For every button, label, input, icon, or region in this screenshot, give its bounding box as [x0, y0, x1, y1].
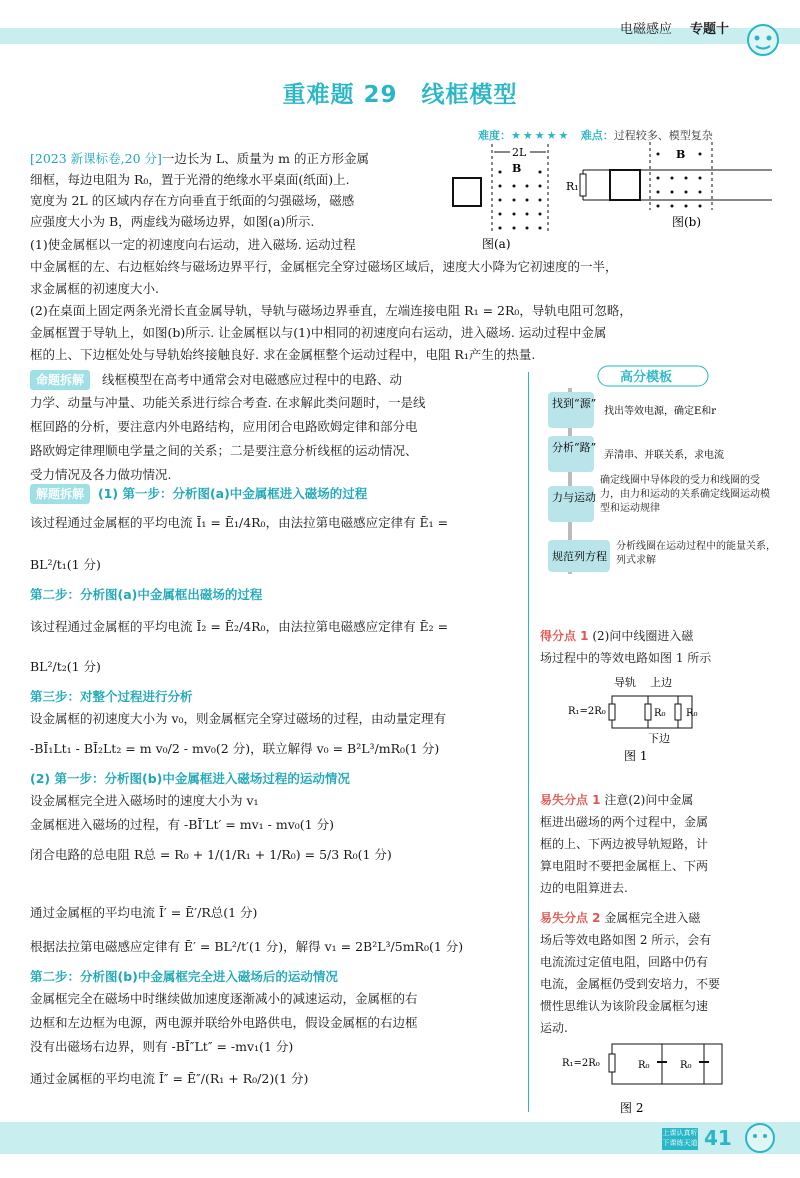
step2-line-1: 该过程通过金属框的平均电流 Ī₂ = Ē₂/4R₀，由法拉第电磁感应定律有 Ē₂ = — [30, 619, 449, 634]
figure-b-r1: R₁ — [566, 180, 579, 193]
footer-tag-line-2: 下课练天道 — [662, 1139, 698, 1147]
svg-text:R₀: R₀ — [638, 1060, 650, 1071]
svg-text:R₁=2R₀: R₁=2R₀ — [562, 1058, 600, 1069]
svg-text:图 1: 图 1 — [624, 749, 648, 763]
svg-text:规范列方程: 规范列方程 — [552, 550, 607, 563]
figure-1 — [568, 674, 728, 764]
template-step-4: 规范列方程 分析线圈在运动过程中的能量关系，列式求解 — [548, 540, 778, 576]
p2-line-7: 边框和左边框为电源，两电源并联给外电路供电，假设金属框的右边框 — [30, 1015, 418, 1030]
figure-a — [448, 140, 558, 252]
hard-points: 过程较多、模型复杂 — [613, 129, 713, 142]
column-divider — [528, 372, 529, 1112]
step2-line-2: BL²/t₂(1 分) — [30, 659, 101, 674]
field-label-a: B — [512, 162, 522, 175]
problem-line-4: 应强度大小为 B，两虚线为磁场边界，如图(a)所示. — [30, 214, 315, 229]
footer-mascot-icon — [740, 1118, 780, 1158]
step3-line-1: 设金属框的初速度大小为 v₀，则金属框完全穿过磁场的过程，由动量定理有 — [30, 711, 447, 726]
figure-a-caption: 图(a) — [482, 237, 511, 251]
problem-line-3: 宽度为 2L 的区域内存在方向垂直于纸面的匀强磁场，磁感 — [30, 193, 355, 208]
mascot-icon — [742, 20, 784, 60]
page-title: 重难题 29 线框模型 — [282, 82, 518, 108]
resistor-r1 — [580, 174, 586, 196]
figure-2 — [562, 1036, 732, 1118]
score-point-1-tag: 得分点 1 — [540, 629, 589, 643]
p2-line-1: 设金属框完全进入磁场时的速度大小为 v₁ — [30, 793, 259, 808]
svg-text:R₁=2R₀: R₁=2R₀ — [568, 706, 606, 717]
svg-text:力与运动: 力与运动 — [552, 491, 596, 504]
p2-line-2: 金属框进入磁场的过程，有 -BĪ′Lt′ = mv₁ - mv₀(1 分) — [30, 817, 334, 832]
p2-line-5: 根据法拉第电磁感应定律有 Ē′ = BL²/t′(1 分)，解得 v₁ = 2B²L³/5mR₀(1 分) — [30, 939, 464, 954]
q1-line-1: (1)使金属框以一定的初速度向右运动，进入磁场. 运动过程 — [30, 237, 356, 252]
q2-line-2: 金属框置于导轨上，如图(b)所示. 让金属框以与(1)中相同的初速度向右运动，进入磁场. 运动过程中金属 — [30, 325, 607, 340]
svg-text:弄清串、并联关系，求电流: 弄清串、并联关系，求电流 — [604, 450, 724, 461]
square-frame — [453, 178, 481, 206]
step2-title: 第二步：分析图(a)中金属框出磁场的过程 — [30, 587, 263, 602]
problem-source: [2023 新课标卷,20 分] — [30, 151, 162, 166]
svg-text:R₀: R₀ — [686, 708, 698, 719]
problem-line-2: 细框，每边电阻为 R₀，置于光滑的绝缘水平桌面(纸面)上. — [30, 172, 350, 187]
figure-b-caption: 图(b) — [672, 215, 702, 229]
p2-line-3: 闭合电路的总电阻 R总 = R₀ + 1/(1/R₁ + 1/R₀) = 5/3 R₀(1 分) — [30, 847, 392, 862]
template-step-1 — [548, 392, 716, 428]
score-point-1: 得分点 1 (2)问中线圈进入磁 — [540, 629, 694, 643]
svg-text:上边: 上边 — [650, 676, 672, 689]
template-panel — [540, 364, 780, 580]
field-dots-a — [499, 171, 542, 230]
analysis-tag: 命题拆解 — [30, 370, 90, 390]
svg-text:图 2: 图 2 — [620, 1101, 644, 1115]
svg-text:分析“路”: 分析“路” — [552, 441, 597, 454]
q1-line-3: 求金属框的初速度大小. — [30, 281, 159, 296]
problem-line-1: [2023 新课标卷,20 分]一边长为 L、质量为 m 的正方形金属 — [30, 151, 369, 166]
footer-tag-line-1: 上课认真听 — [662, 1129, 698, 1137]
analysis-line-3: 框回路的分析，要注意内外电路结构，应用闭合电路欧姆定律和部分电 — [30, 419, 418, 434]
p2-line-8: 没有出磁场右边界，则有 -BĪ″Lt″ = -mv₁(1 分) — [30, 1039, 294, 1054]
p2-line-9: 通过金属框的平均电流 Ī″ = Ē″/(R₁ + R₀/2)(1 分) — [30, 1071, 309, 1086]
svg-text:下边: 下边 — [648, 732, 670, 745]
q1-line-2: 中金属框的左、右边框始终与磁场边界平行，金属框完全穿过磁场区域后，速度大小降为它初速度的一半， — [30, 259, 618, 274]
analysis-line-4: 路欧姆定律理顺电学量之间的关系；二是要注意分析线框的运动情况、 — [30, 443, 418, 458]
analysis-line-2: 力学、动量与冲量、功能关系进行综合考查. 在求解此类问题时，一是线 — [30, 395, 426, 410]
p2-step2-title: 第二步：分析图(b)中金属框完全进入磁场后的运动情况 — [30, 969, 338, 984]
analysis-line-1: 命题拆解 线框模型在高考中通常会对电磁感应过程中的电路、动 — [30, 370, 402, 390]
solution-tag: 解题拆解 — [30, 484, 90, 504]
p2-line-4: 通过金属框的平均电流 Ī′ = Ē′/R总(1 分) — [30, 905, 258, 920]
mistake-2: 易失分点 2 金属框完全进入磁 — [540, 911, 701, 925]
svg-text:找出等效电源，确定E和r: 找出等效电源，确定E和r — [604, 406, 717, 417]
analysis-line-5: 受力情况及各力做功情况. — [30, 467, 172, 482]
p2-line-6: 金属框完全在磁场中时继续做加速度逐渐减小的减速运动，金属框的右 — [30, 991, 418, 1006]
figure-b — [562, 140, 772, 230]
svg-text:R₀: R₀ — [654, 708, 666, 719]
solution-header: 解题拆解 (1) 第一步：分析图(a)中金属框进入磁场的过程 — [30, 484, 367, 504]
p2-step1-title: (2) 第一步：分析图(b)中金属框进入磁场过程的运动情况 — [30, 771, 350, 786]
header-special: 专题十 — [690, 22, 730, 37]
q2-line-1: (2)在桌面上固定两条光滑长直金属导轨，导轨与磁场边界垂直，左端连接电阻 R₁ = 2R₀，导轨电阻可忽略， — [30, 303, 632, 318]
step1-line-1: 该过程通过金属框的平均电流 Ī₁ = Ē₁/4R₀，由法拉第电磁感应定律有 Ē₁ = — [30, 515, 449, 530]
header-topic: 电磁感应 — [620, 22, 673, 37]
step3-title: 第三步：对整个过程进行分析 — [30, 689, 193, 704]
field-label-b: B — [676, 148, 686, 161]
mistake-1: 易失分点 1 注意(2)问中金属 — [540, 793, 694, 807]
difficulty-label: 难度： — [478, 129, 511, 142]
template-step-3: 力与运动 确定线圈中导体段的受力和线圈的受力，由力和运动的关系确定线圈运动模型和运动规律 — [548, 474, 778, 532]
template-step-2 — [548, 436, 724, 472]
svg-text:R₀: R₀ — [680, 1060, 692, 1071]
step1-line-2: BL²/t₁(1 分) — [30, 557, 101, 572]
frame-b — [610, 170, 640, 200]
svg-text:找到“源”: 找到“源” — [552, 397, 597, 410]
svg-text:导轨: 导轨 — [614, 676, 636, 689]
hard-points-label: 难点： — [580, 129, 614, 142]
step3-line-2: -BĪ₁Lt₁ - BĪ₂Lt₂ = m v₀/2 - mv₀(2 分)，联立解得 v₀ = B²L³/mR₀(1 分) — [30, 741, 440, 756]
score-point-1-line-2: 场过程中的等效电路如图 1 所示 — [540, 651, 712, 665]
width-label: 2L — [512, 146, 527, 159]
q2-line-3: 框的上、下边框处处与导轨始终接触良好. 求在金属框整个运动过程中，电阻 R₁产生的热量. — [30, 347, 536, 362]
page-number: 41 — [704, 1126, 732, 1150]
header-bar — [0, 0, 800, 44]
template-title: 高分模板 — [620, 370, 673, 385]
difficulty-stars: ★★★★★ — [511, 129, 571, 142]
